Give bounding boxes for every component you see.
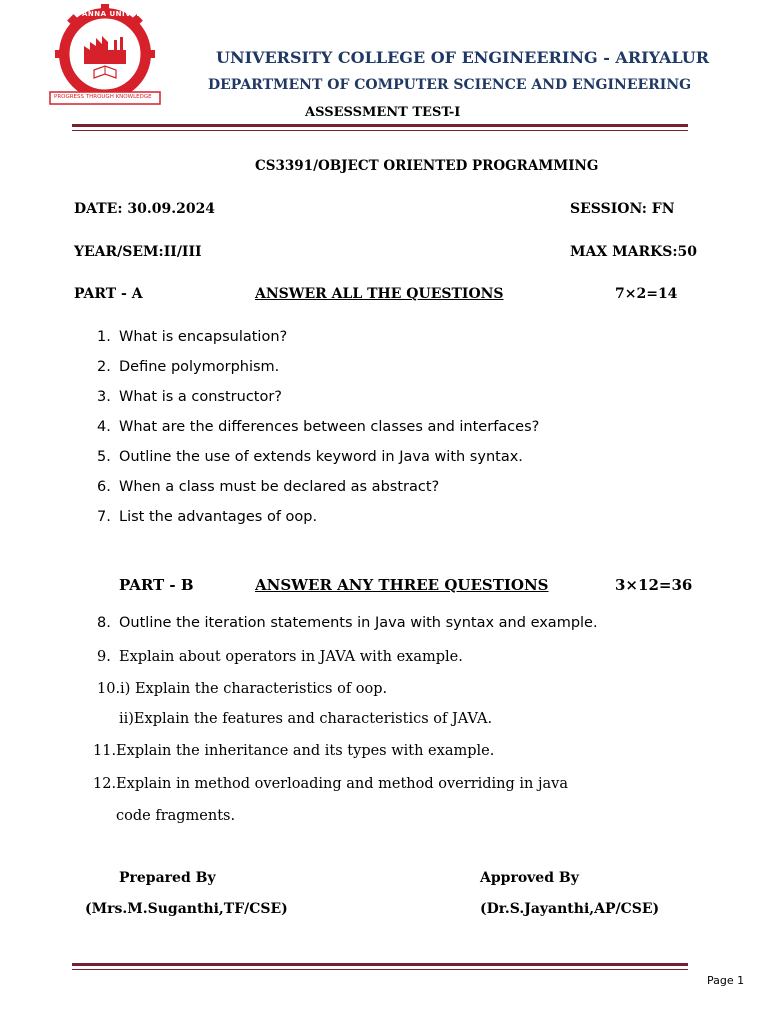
prepared-by-label: Prepared By (119, 870, 216, 886)
question-item (97, 649, 463, 665)
question-number: 6. (97, 479, 111, 495)
footer-rule-thin (72, 969, 688, 970)
session: SESSION: FN (570, 201, 675, 217)
question-number: 9. (97, 649, 111, 665)
question-item (97, 419, 539, 435)
question-item (97, 479, 439, 495)
question-number: 4. (97, 419, 111, 435)
question-number: 2. (97, 359, 111, 375)
test-name: ASSESSMENT TEST-I (305, 105, 461, 120)
question-number: 5. (97, 449, 111, 465)
part-a-instruction: ANSWER ALL THE QUESTIONS (255, 286, 504, 302)
approved-by-name: (Dr.S.Jayanthi,AP/CSE) (480, 901, 660, 917)
question-item (97, 359, 279, 375)
question-number: 7. (97, 509, 111, 525)
question-number: 3. (97, 389, 111, 405)
question-text: Outline the use of extends keyword in Java with syntax. (119, 449, 523, 465)
question-item (97, 509, 317, 525)
page-number: Page 1 (707, 974, 745, 987)
question-item: ii)Explain the features and characteristics of JAVA. (119, 711, 493, 727)
question-item (97, 449, 523, 465)
question-text: Define polymorphism. (119, 359, 280, 375)
footer-rule-thick (72, 963, 688, 966)
prepared-by-name: (Mrs.M.Suganthi,TF/CSE) (85, 901, 288, 917)
question-item: 11.Explain the inheritance and its types with example. (93, 743, 495, 759)
part-b-instruction: ANSWER ANY THREE QUESTIONS (255, 576, 549, 594)
logo-banner-text: PROGRESS THROUGH KNOWLEDGE (54, 94, 152, 100)
logo-ring-text: ANNA UNIVERSITY (82, 10, 162, 18)
course-title: CS3391/OBJECT ORIENTED PROGRAMMING (255, 158, 599, 174)
question-number: 1. (97, 329, 111, 345)
question-text: What is encapsulation? (119, 329, 288, 345)
question-item (97, 329, 287, 345)
department-name: DEPARTMENT OF COMPUTER SCIENCE AND ENGINEERING (208, 77, 692, 93)
question-item (97, 389, 282, 405)
question-number: 8. (97, 615, 111, 631)
question-text: What are the differences between classes and interfaces? (119, 419, 540, 435)
part-a-label: PART - A (74, 286, 143, 302)
part-b-label: PART - B (119, 576, 194, 594)
header-rule-thin (72, 130, 688, 131)
college-name: UNIVERSITY COLLEGE OF ENGINEERING - ARIYALUR (216, 48, 710, 67)
year-sem: YEAR/SEM:II/III (74, 244, 202, 260)
exam-date: DATE: 30.09.2024 (74, 201, 216, 217)
part-a-marks: 7×2=14 (615, 286, 678, 302)
approved-by-label: Approved By (480, 870, 579, 886)
university-logo (44, 4, 166, 108)
question-text: List the advantages of oop. (119, 509, 318, 525)
part-b-marks: 3×12=36 (615, 576, 693, 594)
question-text: When a class must be declared as abstract? (119, 479, 440, 495)
max-marks: MAX MARKS:50 (570, 244, 698, 260)
question-text: Outline the iteration statements in Java with syntax and example. (119, 615, 598, 631)
question-item: 10.i) Explain the characteristics of oop. (97, 681, 388, 697)
question-text: Explain about operators in JAVA with example. (119, 649, 463, 665)
question-item: 12.Explain in method overloading and method overriding in java (93, 776, 568, 792)
question-text: What is a constructor? (119, 389, 283, 405)
question-item (97, 615, 598, 631)
question-item: code fragments. (116, 808, 236, 824)
header-rule-thick (72, 124, 688, 127)
